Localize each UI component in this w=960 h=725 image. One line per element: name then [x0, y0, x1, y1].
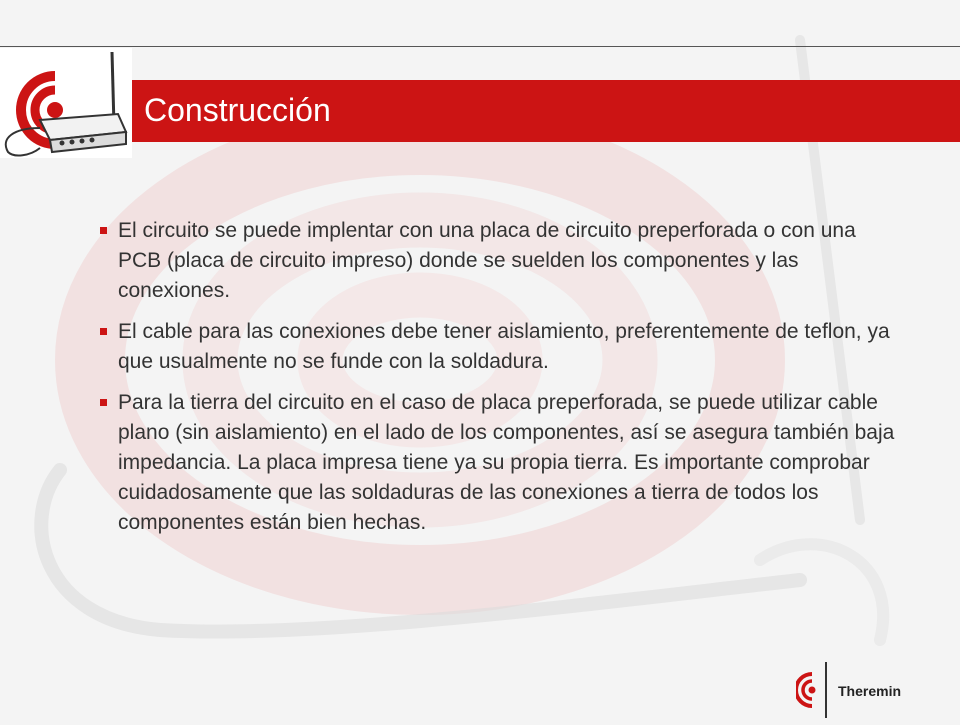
router-antenna-signal-icon — [0, 48, 132, 158]
bullet-item — [100, 216, 900, 306]
title-bar — [132, 80, 960, 142]
square-bullet-icon — [100, 328, 107, 335]
footer-label: Theremin — [838, 683, 902, 699]
square-bullet-icon — [100, 399, 107, 406]
bullet-item — [100, 317, 900, 377]
bullet-text: Para la tierra del circuito en el caso de placa preperforada, se puede utilizar cable plano (sin aislamiento) en el lado de los componentes, así se asegura también baja impedancia. La placa impresa tiene ya su propia tierra. Es importante comprobar cuidadosamente que las soldaduras de las conexiones a tierra de todos los componentes están bien hechas. — [118, 391, 895, 534]
slide-content — [100, 216, 900, 549]
antenna-signal-icon — [796, 660, 834, 720]
top-divider — [0, 46, 960, 47]
bullet-text: El cable para las conexiones debe tener aislamiento, preferentemente de teflon, ya que usualmente no se funde con la soldadura. — [118, 320, 890, 373]
slide-title: Construcción — [144, 92, 331, 128]
bullet-list — [100, 216, 900, 538]
square-bullet-icon — [100, 227, 107, 234]
bullet-item — [100, 388, 900, 538]
bullet-text: El circuito se puede implentar con una placa de circuito preperforada o con una PCB (placa de circuito impreso) donde se suelden los componentes y las conexiones. — [118, 219, 856, 302]
